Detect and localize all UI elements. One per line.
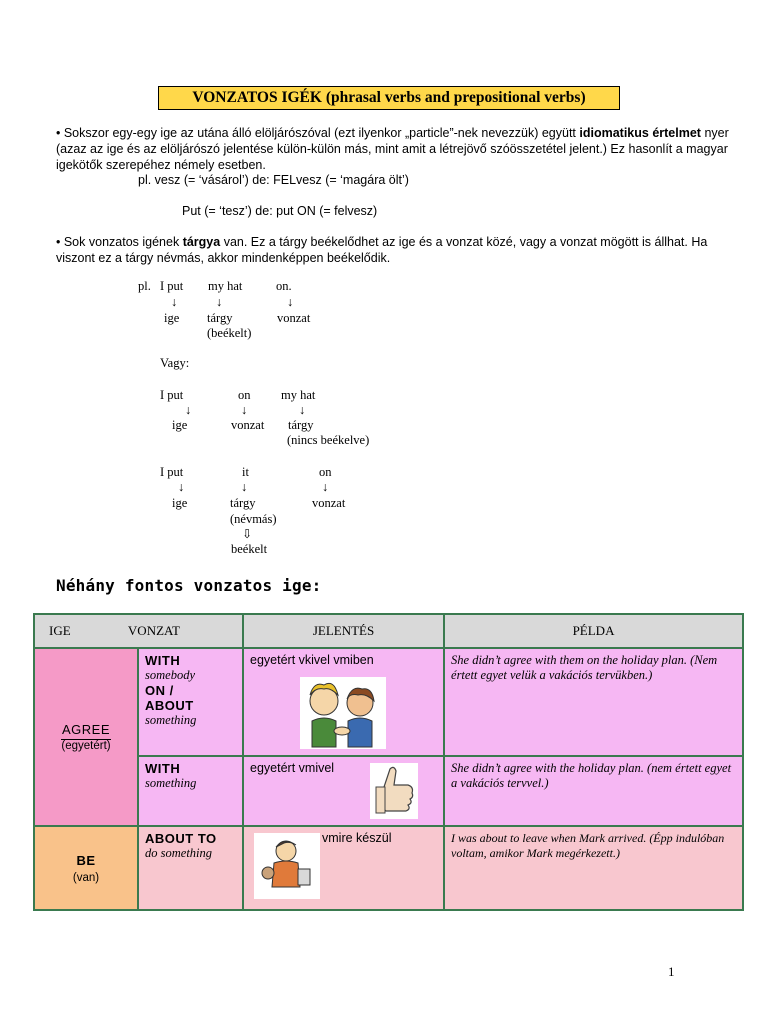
- d3-note-2: beékelt: [231, 542, 268, 556]
- d1-label-1: ige: [164, 311, 180, 325]
- d3-label-3: vonzat: [312, 496, 346, 510]
- p1-text-a: • Sokszor egy-egy ige az utána álló elöljárószóval (ezt ilyenkor „particle”-nek nevezzük) együtt: [56, 126, 580, 140]
- verb-agree-cell: [34, 648, 138, 826]
- d1-label-3: vonzat: [277, 311, 311, 325]
- page-title: VONZATOS IGÉK (phrasal verbs and prepositional verbs): [158, 86, 620, 110]
- d3-note-1: (névmás): [230, 512, 277, 526]
- intro-paragraph-1: [56, 125, 736, 173]
- meaning-text: vmire készül: [322, 831, 392, 845]
- particle-about-to: ABOUT TO: [145, 831, 217, 846]
- d1-word-3: on.: [276, 279, 292, 293]
- particle-on: ON /: [145, 683, 174, 698]
- verb-be: BE: [76, 852, 96, 868]
- example-1: pl. vesz (= ‘vásárol’) de: FELvesz (= ‘magára ölt’): [138, 173, 409, 187]
- d2-label-2: vonzat: [231, 418, 265, 432]
- d3-word-1: I put: [160, 465, 184, 479]
- particle-about: ABOUT: [145, 698, 194, 713]
- down-arrow-icon: ↓: [241, 480, 248, 494]
- down-arrow-icon: ↓: [287, 295, 294, 309]
- d1-word-2: my hat: [208, 279, 243, 293]
- meaning-cell: [243, 756, 444, 826]
- d3-label-1: ige: [172, 496, 188, 510]
- meaning-text: egyetért vkivel vmiben: [250, 653, 374, 667]
- d1-word-1: I put: [160, 279, 184, 293]
- p1-bold-2: értelmet: [652, 126, 701, 140]
- verb-agree-translation: (egyetért): [61, 739, 111, 752]
- section-title: Néhány fontos vonzatos ige:: [56, 576, 322, 595]
- down-arrow-icon: ↓: [216, 295, 223, 309]
- d1-label-2: tárgy: [207, 311, 233, 325]
- d2-word-3: my hat: [281, 388, 316, 402]
- d2-word-2: on: [238, 388, 251, 402]
- example-cell: She didn’t agree with them on the holiday plan. (Nem értett egyet velük a vakációs tervükben.): [444, 648, 743, 756]
- down-arrow-icon: ↓: [322, 480, 329, 494]
- header-ige: IGE: [49, 623, 71, 638]
- verbs-table: [33, 613, 744, 911]
- page-number: 1: [668, 964, 675, 979]
- vagy-label: Vagy:: [160, 356, 190, 370]
- d2-label-3: tárgy: [288, 418, 314, 432]
- example-cell: I was about to leave when Mark arrived. (Épp indulóban voltam, amikor Mark megérkezett.): [444, 826, 743, 910]
- table-row: [34, 648, 743, 756]
- agreeing-people-illustration: [300, 677, 386, 749]
- d3-word-2: it: [242, 465, 249, 479]
- d2-note: (nincs beékelve): [287, 433, 370, 447]
- p2-text-a: • Sok vonzatos igének: [56, 235, 183, 249]
- table-header-row: [34, 614, 743, 648]
- down-arrow-icon: ↓: [299, 403, 306, 417]
- d3-word-3: on: [319, 465, 332, 479]
- p1-text-d: nyer (azaz az ige és az elöljárószó jelentése külön-külön más, mint amit a létrejövő szóösszetétel jelent.) Ez hasonlít a magyar igekötők szerepéhez némely esetben.: [56, 126, 729, 172]
- example-cell: She didn’t agree with the holiday plan. (nem értett egyet a vakációs tervvel.): [444, 756, 743, 826]
- header-ige-vonzat: [34, 614, 243, 648]
- d1-note: (beékelt): [207, 326, 252, 340]
- p2-bold: tárgya: [182, 235, 221, 249]
- vonzat-cell: [138, 756, 243, 826]
- d3-label-2: tárgy: [230, 496, 256, 510]
- down-arrow-icon: ↓: [171, 295, 178, 309]
- vonzat-cell: [138, 826, 243, 910]
- particle-with: WITH: [145, 761, 181, 776]
- particle-object: something: [145, 713, 197, 727]
- double-down-arrow-icon: ⇩: [242, 527, 253, 541]
- particle-object: do something: [145, 846, 213, 860]
- table-row: [34, 756, 743, 826]
- header-pelda: PÉLDA: [444, 614, 743, 648]
- intro-paragraph-2: [56, 234, 736, 266]
- header-vonzat: VONZAT: [127, 623, 180, 638]
- example-2: Put (= ‘tesz’) de: put ON (= felvesz): [182, 204, 378, 218]
- particle-object: something: [145, 776, 197, 790]
- verb-be-cell: [34, 826, 138, 910]
- down-arrow-icon: ↓: [178, 480, 185, 494]
- p1-bold-1: idiomatikus: [579, 126, 649, 140]
- down-arrow-icon: ↓: [185, 403, 192, 417]
- d2-word-1: I put: [160, 388, 184, 402]
- table-row: [34, 826, 743, 910]
- verb-agree: AGREE: [61, 721, 110, 737]
- thumbs-up-icon: [370, 763, 418, 819]
- leaving-person-illustration: [254, 833, 320, 899]
- vonzat-cell: [138, 648, 243, 756]
- header-jelentes: JELENTÉS: [243, 614, 444, 648]
- meaning-text: egyetért vmivel: [250, 761, 335, 775]
- d2-label-1: ige: [172, 418, 188, 432]
- down-arrow-icon: ↓: [241, 403, 248, 417]
- meaning-cell: [243, 826, 444, 910]
- p2-text-c: van. Ez a tárgy beékelődhet az ige és a vonzat közé, vagy a vonzat mögött is állhat. Ha viszont ez a tárgy névmás, akkor mindenképpen beékelődik.: [56, 235, 708, 265]
- verb-be-translation: (van): [72, 871, 100, 884]
- particle-object: somebody: [145, 668, 195, 682]
- meaning-cell: [243, 648, 444, 756]
- particle-with: WITH: [145, 653, 181, 668]
- diagram-pl: pl.: [138, 279, 151, 293]
